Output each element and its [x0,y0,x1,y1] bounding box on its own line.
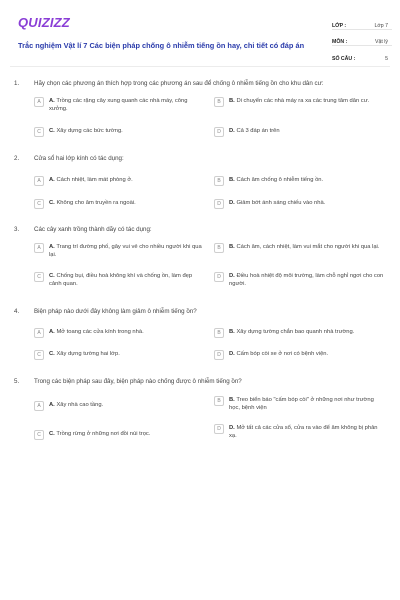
meta-value: Lớp 7 [374,23,388,29]
quiz-meta [332,17,392,65]
option-letter: D. [229,425,235,431]
meta-label: LỚP : [332,23,347,29]
option-letter: A. [49,402,55,408]
option-badge: B [214,176,224,186]
option-badge: C [34,272,44,282]
option-badge: D [214,127,224,137]
question-number: 4. [14,308,20,315]
meta-label: MÔN : [332,39,348,45]
option-c[interactable] [34,273,206,289]
page-title: Trắc nghiệm Vật lí 7 Các biện pháp chống ô nhiễm tiếng ồn hay, chi tiết có đáp án [18,41,305,50]
question-number: 5. [14,378,20,385]
option-badge: A [34,328,44,338]
option-text: Trồng các rặng cây xung quanh các nhà máy, công xưởng. [49,98,188,112]
option-badge: B [214,243,224,253]
option-letter: B. [229,177,235,183]
option-badge: D [214,350,224,360]
option-d[interactable] [214,128,386,137]
option-d[interactable] [214,351,386,360]
option-text: Mở tất cả các cửa sổ, cửa ra vào để âm không bị phản xạ. [229,425,378,439]
option-letter: B. [229,397,235,403]
option-letter: A. [49,177,55,183]
option-letter: A. [49,329,55,335]
option-letter: A. [49,98,55,104]
option-badge: D [214,424,224,434]
option-d[interactable] [214,273,386,289]
option-letter: C. [49,128,55,134]
option-text: Trang trí đường phố, gây vui vẻ cho nhiều người khi qua lại. [49,244,202,258]
question-number: 2. [14,155,20,162]
option-badge: A [34,176,44,186]
option-text: Cách âm, cách nhiệt, làm vui mắt cho người khi qua lại. [236,244,380,250]
option-badge: A [34,97,44,107]
option-b[interactable] [214,244,386,253]
meta-value: Vật lý [375,39,388,45]
option-letter: C. [49,431,55,437]
option-text: Xây dựng các bức tường. [56,128,123,134]
option-text: Xây dựng tường hai lớp. [56,351,120,357]
option-badge: C [34,350,44,360]
option-letter: C. [49,200,55,206]
header-divider [10,66,390,67]
meta-row-subject [332,33,392,46]
option-b[interactable] [214,397,386,413]
option-badge: D [214,199,224,209]
option-letter: D. [229,128,235,134]
option-text: Cách nhiệt, làm mát phòng ở. [56,177,133,183]
option-badge: B [214,328,224,338]
quiz-header [10,10,390,62]
option-text: Giảm bớt ánh sáng chiếu vào nhà. [236,200,326,206]
option-d[interactable] [214,200,386,209]
meta-row-grade [332,17,392,30]
option-badge: B [214,97,224,107]
meta-value: 5 [385,56,388,62]
option-badge: C [34,127,44,137]
option-a[interactable] [34,177,206,186]
option-text: Cấm bóp còi xe ở nơi có bệnh viện. [236,351,329,357]
option-d[interactable] [214,425,386,441]
option-letter: D. [229,351,235,357]
option-b[interactable] [214,177,386,186]
option-text: Xây dựng tường chắn bao quanh nhà trường. [236,329,355,335]
option-text: Chống bụi, điều hoà không khí và chống ồn, làm đẹp cảnh quan. [49,273,193,287]
meta-label: SỐ CÂU : [332,56,356,62]
option-text: Không cho âm truyền ra ngoài. [56,200,136,206]
option-letter: B. [229,244,235,250]
option-a[interactable] [34,402,206,411]
option-letter: C. [49,351,55,357]
option-badge: C [34,199,44,209]
question-text: Biện pháp nào dưới đây không làm giảm ô nhiễm tiếng ồn? [34,308,197,315]
option-letter: D. [229,273,235,279]
question-number: 1. [14,80,20,87]
option-text: Cả 3 đáp án trên [236,128,280,134]
quizizz-logo: QUIZIZZ [18,15,70,30]
option-badge: C [34,430,44,440]
option-b[interactable] [214,329,386,338]
option-badge: D [214,272,224,282]
option-b[interactable] [214,98,386,107]
option-a[interactable] [34,98,206,114]
option-c[interactable] [34,128,206,137]
option-text: Di chuyển các nhà máy ra xa các trung tâm dân cư. [236,98,370,104]
meta-row-count [332,49,392,62]
question-text: Cửa sổ hai lớp kính có tác dụng: [34,155,124,162]
option-a[interactable] [34,244,206,260]
option-badge: A [34,401,44,411]
option-badge: A [34,243,44,253]
option-letter: C. [49,273,55,279]
option-text: Mở toang các cửa kính trong nhà. [56,329,144,335]
option-text: Xây nhà cao tầng. [56,402,104,408]
question-text: Trong các biện pháp sau đây, biện pháp nào chống được ô nhiễm tiếng ồn? [34,378,242,385]
option-text: Cách âm chống ô nhiễm tiếng ồn. [236,177,324,183]
option-text: Điều hoà nhiệt độ môi trường, làm chỗ nghỉ ngơi cho con người. [229,273,384,287]
option-letter: B. [229,98,235,104]
option-a[interactable] [34,329,206,338]
question-text: Các cây xanh trồng thành dãy có tác dụng: [34,226,152,233]
option-c[interactable] [34,351,206,360]
option-badge: B [214,396,224,406]
option-letter: D. [229,200,235,206]
option-letter: A. [49,244,55,250]
question-number: 3. [14,226,20,233]
option-letter: B. [229,329,235,335]
question-text: Hãy chọn các phương án thích hợp trong các phương án sau để chống ô nhiễm tiếng ồn cho khu dân cư: [34,80,324,87]
option-text: Trồng rừng ở những nơi đồi núi trọc. [56,431,151,437]
option-c[interactable] [34,200,206,209]
option-text: Treo biển báo "cấm bóp còi" ở những nơi như trường học, bệnh viện [229,397,374,411]
option-c[interactable] [34,431,206,440]
